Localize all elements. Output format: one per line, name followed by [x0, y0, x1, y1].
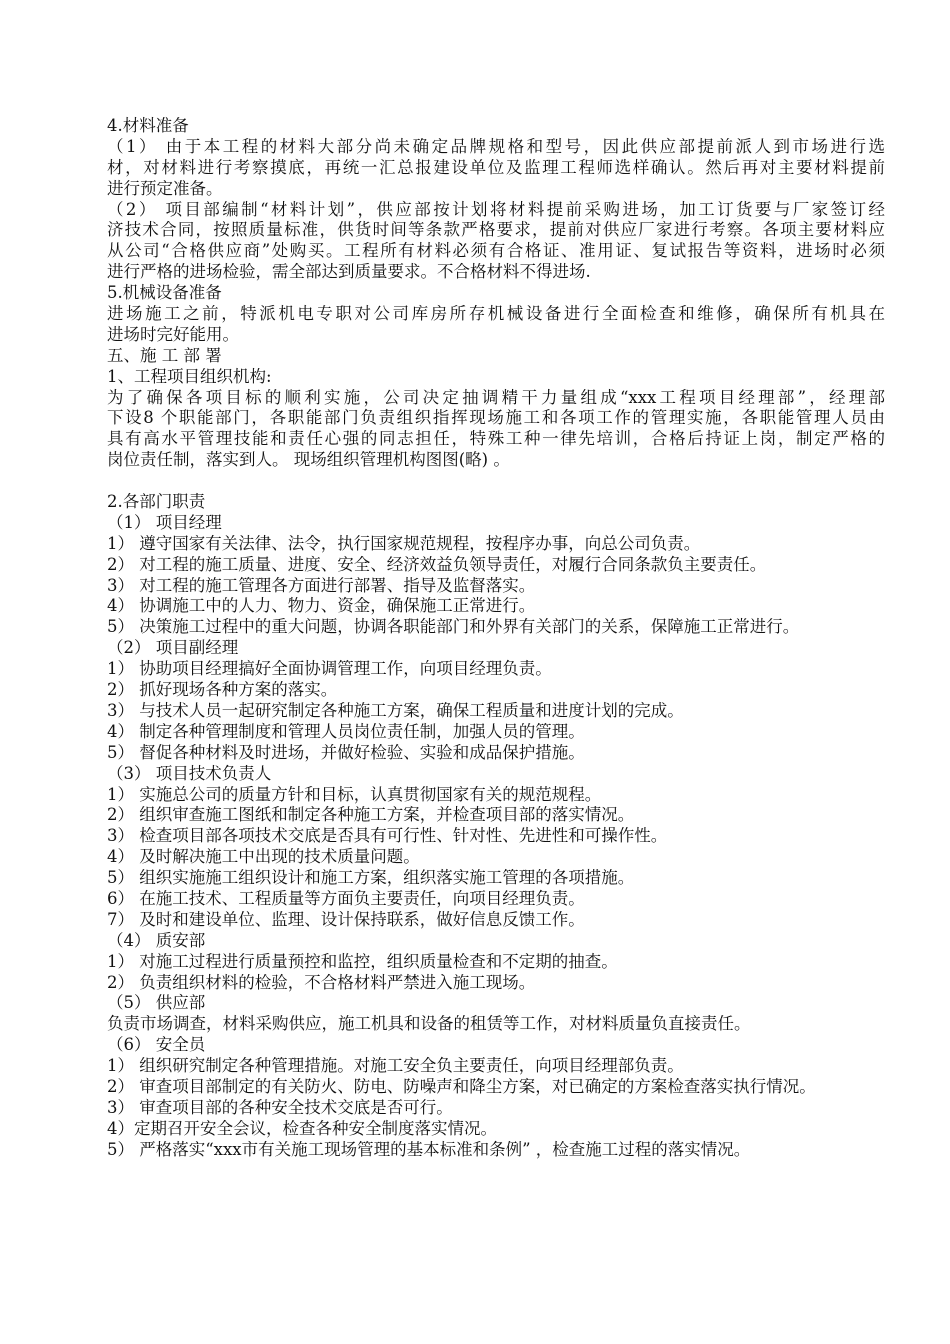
- text-line: 进行预定准备。: [107, 178, 223, 198]
- text-line: （3） 项目技术负责人: [107, 763, 272, 783]
- document-body: [107, 116, 885, 1161]
- text-line: 5） 督促各种材料及时进场，并做好检验、实验和成品保护措施。: [107, 742, 585, 762]
- text-line: 5.机械设备准备: [107, 283, 222, 303]
- text-line: 4） 制定各种管理制度和管理人员岗位责任制，加强人员的管理。: [107, 721, 585, 741]
- document-page: [107, 116, 885, 1161]
- text-line: 进行严格的进场检验，需全部达到质量要求。不合格材料不得进场.: [107, 262, 591, 282]
- text-line: 具有高水平管理技能和责任心强的同志担任，特殊工种一律先培训，合格后持证上岗，制定严格的: [107, 429, 885, 449]
- text-line: 4）定期召开安全会议，检查各种安全制度落实情况。: [107, 1118, 497, 1138]
- text-line: 3） 审查项目部的各种安全技术交底是否可行。: [107, 1097, 453, 1117]
- text-line: 1、工程项目组织机构:: [107, 366, 272, 386]
- text-line: 2） 对工程的施工质量、进度、安全、经济效益负领导责任，对履行合同条款负主要责任。: [107, 554, 767, 574]
- text-line: 5） 决策施工过程中的重大问题，协调各职能部门和外界有关部门的关系，保障施工正常进行。: [107, 617, 800, 637]
- text-line: 6） 在施工技术、工程质量等方面负主要责任，向项目经理负责。: [107, 888, 585, 908]
- text-line: 1） 组织研究制定各种管理措施。对施工安全负主要责任，向项目经理部负责。: [107, 1056, 684, 1076]
- text-line: 1） 对施工过程进行质量预控和监控，组织质量检查和不定期的抽查。: [107, 951, 618, 971]
- text-line: 7） 及时和建设单位、监理、设计保持联系，做好信息反馈工作。: [107, 909, 585, 929]
- text-line: （2） 项目副经理: [107, 638, 239, 658]
- text-line: [107, 471, 885, 492]
- text-line: 1） 实施总公司的质量方针和目标，认真贯彻国家有关的规范规程。: [107, 784, 602, 804]
- text-line: 2） 负责组织材料的检验，不合格材料严禁进入施工现场。: [107, 972, 536, 992]
- text-line: 岗位责任制，落实到人。 现场组织管理机构图图(略) 。: [107, 450, 510, 470]
- text-line: （4） 质安部: [107, 930, 206, 950]
- text-line: 从公司“合格供应商”处购买。工程所有材料必须有合格证、准用证、复试报告等资料，进场时必须: [107, 241, 885, 261]
- text-line: （5） 供应部: [107, 993, 206, 1013]
- text-line: 1） 协助项目经理搞好全面协调管理工作，向项目经理负责。: [107, 659, 552, 679]
- text-line: 3） 对工程的施工管理各方面进行部署、指导及监督落实。: [107, 575, 536, 595]
- text-line: （1） 项目经理: [107, 512, 222, 532]
- text-line: 下设8 个职能部门，各职能部门负责组织指挥现场施工和各项工作的管理实施，各职能管理人员由: [107, 408, 885, 428]
- text-line: 负责市场调查，材料采购供应，施工机具和设备的租赁等工作，对材料质量负直接责任。: [107, 1014, 751, 1034]
- text-line: 2） 审查项目部制定的有关防火、防电、防噪声和降尘方案，对已确定的方案检查落实执行情况。: [107, 1076, 816, 1096]
- text-line: 1） 遵守国家有关法律、法令，执行国家规范规程，按程序办事，向总公司负责。: [107, 533, 701, 553]
- text-line: （6） 安全员: [107, 1035, 206, 1055]
- text-line: 进场施工之前，特派机电专职对公司库房所存机械设备进行全面检查和维修，确保所有机具在: [107, 304, 885, 324]
- text-line: 2.各部门职责: [107, 492, 206, 512]
- text-line: 4） 协调施工中的人力、物力、资金，确保施工正常进行。: [107, 596, 536, 616]
- text-line: 2） 组织审查施工图纸和制定各种施工方案，并检查项目部的落实情况。: [107, 805, 635, 825]
- text-line: （2） 项目部编制“材料计划”，供应部按计划将材料提前采购进场，加工订货要与厂家签订经: [107, 199, 885, 219]
- text-line: 材，对材料进行考察摸底，再统一汇总报建设单位及监理工程师选样确认。然后再对主要材料提前: [107, 157, 885, 177]
- text-line: 2） 抓好现场各种方案的落实。: [107, 680, 338, 700]
- text-line: 进场时完好能用。: [107, 324, 239, 344]
- text-line: 4.材料准备: [107, 116, 189, 135]
- text-line: 5） 组织实施施工组织设计和施工方案，组织落实施工管理的各项措施。: [107, 868, 635, 888]
- text-line: 5） 严格落实“xxx市有关施工现场管理的基本标准和条例” ，检查施工过程的落实情况。: [107, 1139, 751, 1159]
- text-line: 为了确保各项目标的顺利实施，公司决定抽调精干力量组成“xxx工程项目经理部”，经理部: [107, 387, 885, 407]
- text-line: 济技术合同，按照质量标准，供货时间等条款严格要求，提前对供应厂家进行考察。各项主要材料应: [107, 220, 885, 240]
- text-line: （1） 由于本工程的材料大部分尚未确定品牌规格和型号，因此供应部提前派人到市场进行选: [107, 136, 885, 156]
- text-line: 五、施 工 部 署: [107, 345, 222, 365]
- text-line: 3） 与技术人员一起研究制定各种施工方案，确保工程质量和进度计划的完成。: [107, 700, 684, 720]
- text-line: 3） 检查项目部各项技术交底是否具有可行性、针对性、先进性和可操作性。: [107, 826, 668, 846]
- text-line: 4） 及时解决施工中出现的技术质量问题。: [107, 847, 420, 867]
